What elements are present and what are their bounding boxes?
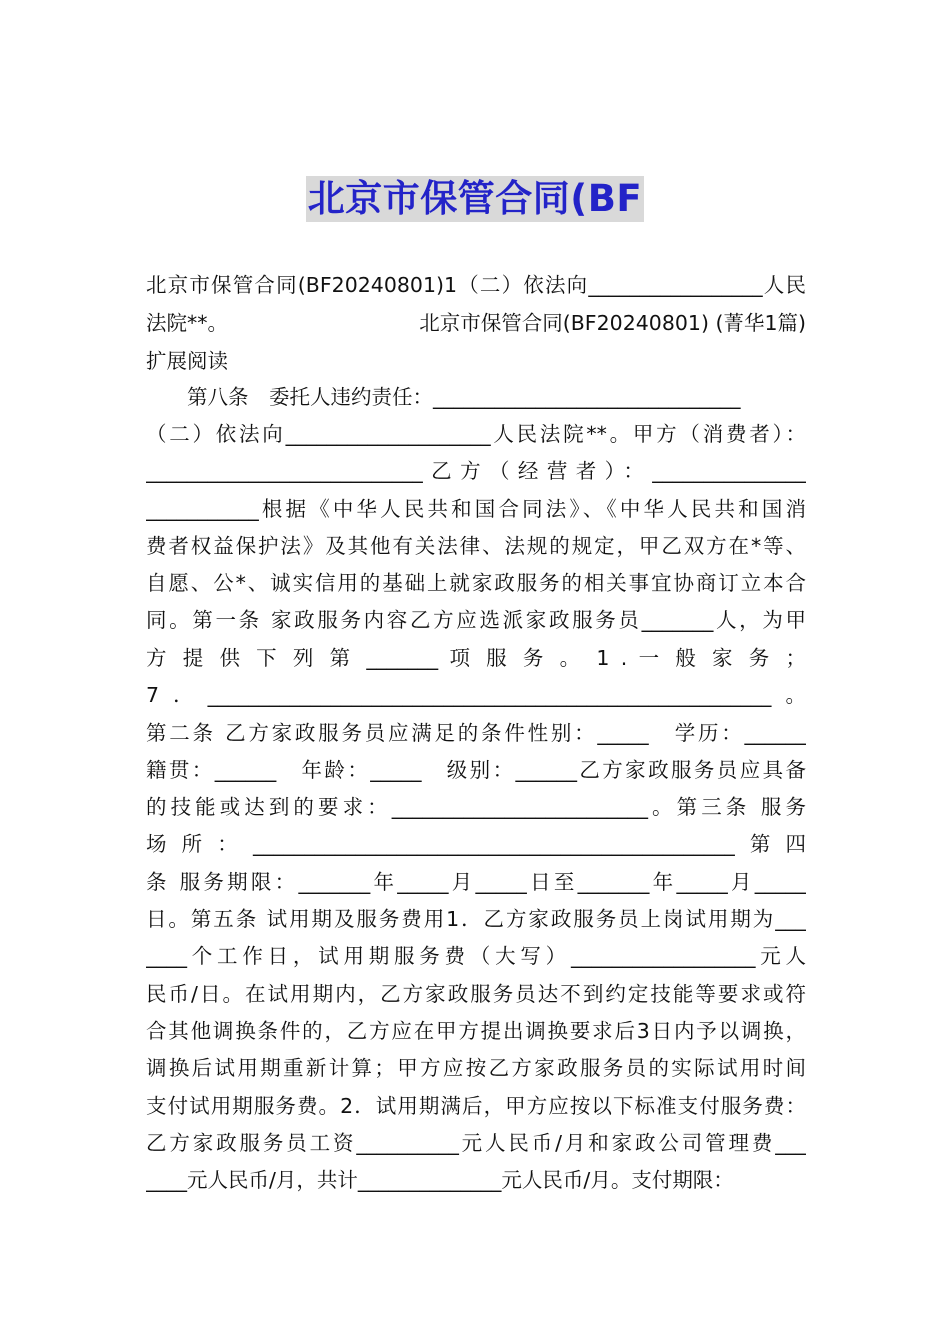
body-line: 自愿、公*、诚实信用的基础上就家政服务的相关事宜协商订立本合 <box>146 571 806 595</box>
body-line: 的技能或达到的要求：_________________________。第三条 服务 <box>146 795 806 819</box>
body-line: 调换后试用期重新计算；甲方应按乙方家政服务员的实际试用时间 <box>146 1056 806 1080</box>
body-line: 支付试用期服务费。2．试用期满后，甲方应按以下标准支付服务费： <box>146 1094 806 1118</box>
body-line: 日。第五条 试用期及服务费用1．乙方家政服务员上岗试用期为___ <box>146 907 806 931</box>
body-line: 北京市保管合同(BF20240801)1（二）依法向_________________人民 <box>146 273 806 297</box>
body-line: 同。第一条 家政服务内容乙方应选派家政服务员_______人，为甲 <box>146 608 806 632</box>
body-line: 乙方家政服务员工资__________元人民币/月和家政公司管理费___ <box>146 1131 806 1155</box>
body-line: 第二条 乙方家政服务员应满足的条件性别：_____ 学历：______ <box>146 721 806 745</box>
body-line: 7．_______________________________________________________。 <box>146 683 806 707</box>
body-line: （二）依法向____________________人民法院**。甲方（消费者）： <box>146 422 806 446</box>
body-line: 扩展阅读 <box>146 349 228 373</box>
body-line: 条 服务期限：_______年_____月_____日至_______年_____月_____ <box>146 870 806 894</box>
body-line: 费者权益保护法》及其他有关法律、法规的规定，甲乙双方在*等、 <box>146 534 806 558</box>
body-line: 籍贯：______ 年龄：_____ 级别：______乙方家政服务员应具备 <box>146 758 806 782</box>
section-heading-line: 第八条 委托人违约责任：______________________________ <box>146 385 741 409</box>
body-line: ____元人民币/月，共计______________元人民币/月。支付期限： <box>146 1168 734 1192</box>
body-line: 民币/日。在试用期内，乙方家政服务员达不到约定技能等要求或符 <box>146 982 806 1006</box>
body-line: 合其他调换条件的，乙方应在甲方提出调换要求后3日内予以调换， <box>146 1019 806 1043</box>
title-container <box>0 176 950 222</box>
body-line: ___________________________乙方（经营者）：_______________ <box>146 459 806 483</box>
body-line: 方 提 供 下 列 第 _______ 项 服 务 。 1 . 一 般 家 务 ； <box>146 646 806 670</box>
body-line-left: 法院**。 <box>146 311 228 335</box>
body-line: 场所：_______________________________________________第四 <box>146 832 806 856</box>
document-title: 北京市保管合同(BF <box>307 177 643 220</box>
body-line-split <box>146 309 806 337</box>
body-line: ____个工作日，试用期服务费（大写）__________________元人 <box>146 944 806 968</box>
body-line-right: 北京市保管合同(BF20240801) (菁华1篇) <box>419 311 806 335</box>
body-line: ___________根据《中华人民共和国合同法》、《中华人民共和国消 <box>146 497 806 521</box>
